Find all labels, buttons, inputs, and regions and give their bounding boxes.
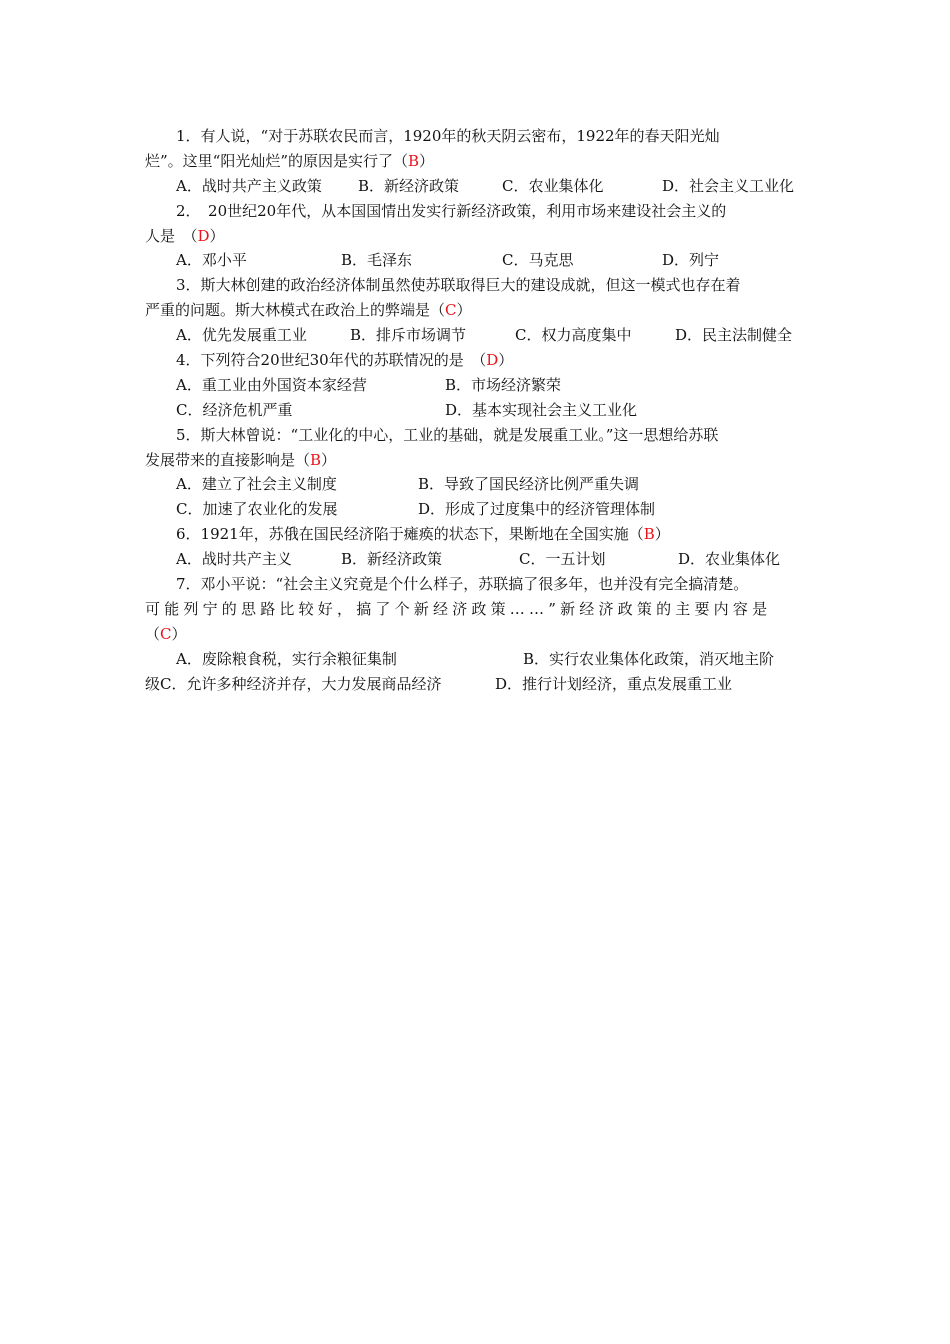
q4-option-c: C．经济危机严重 (176, 400, 293, 419)
q4-option-b: B．市场经济繁荣 (445, 375, 562, 394)
q3-option-b: B．排斥市场调节 (350, 326, 467, 345)
q4-stem-text: 4．下列符合20世纪30年代的苏联情况的是 （ (176, 351, 487, 370)
q4-stem-end: ） (498, 351, 514, 370)
q7-options-row-1 (145, 647, 810, 672)
q3-answer: C (445, 301, 457, 320)
q7-stem-end: ） (171, 624, 187, 643)
q4-options-row-1 (145, 373, 810, 398)
q6-option-c: C．一五计划 (519, 550, 606, 569)
q5-stem-text: 发展带来的直接影响是（ (145, 450, 311, 469)
q7-stem-line-3 (145, 622, 810, 647)
q7-option-a: A．废除粮食税，实行余粮征集制 (176, 649, 397, 668)
q3-stem-line-2 (145, 298, 810, 323)
q1-option-d: D．社会主义工业化 (662, 176, 795, 195)
q1-option-c: C．农业集体化 (502, 176, 604, 195)
q2-options (145, 248, 810, 273)
q2-stem-end: ） (209, 226, 225, 245)
q3-stem-line-1: 3．斯大林创建的政治经济体制虽然使苏联取得巨大的建设成就，但这一模式也存在着 (176, 276, 741, 295)
q1-answer: B (408, 151, 420, 170)
q6-stem-line-1 (145, 522, 810, 547)
q6-stem-text: 6．1921年，苏俄在国民经济陷于瘫痪的状态下，果断地在全国实施（ (176, 525, 644, 544)
q5-option-b: B．导致了国民经济比例严重失调 (418, 475, 640, 494)
q1-stem-line-2 (145, 149, 810, 174)
q5-option-c: C．加速了农业化的发展 (176, 500, 338, 519)
q3-stem-end: ） (456, 301, 472, 320)
q3-options (145, 323, 810, 348)
q5-answer: B (310, 450, 322, 469)
q6-option-d: D．农业集体化 (678, 550, 781, 569)
q2-stem-line-2 (145, 224, 810, 249)
q6-answer: B (643, 525, 655, 544)
q1-option-b: B．新经济政策 (358, 176, 460, 195)
q6-option-a: A．战时共产主义 (176, 550, 292, 569)
q2-stem-text: 人是 （ (145, 226, 198, 245)
q4-answer: D (486, 351, 499, 370)
q5-stem-end: ） (321, 450, 337, 469)
q6-options (145, 547, 810, 572)
q2-option-c: C．马克思 (502, 251, 574, 270)
q4-option-d: D．基本实现社会主义工业化 (445, 400, 638, 419)
q4-option-a: A．重工业由外国资本家经营 (176, 375, 367, 394)
q2-option-a: A．邓小平 (176, 251, 247, 270)
q5-options-row-2 (145, 497, 810, 522)
q7-option-c: 级C．允许多种经济并存，大力发展商品经济 (145, 674, 442, 693)
q2-answer: D (197, 226, 210, 245)
q7-stem-line-1: 7．邓小平说：“社会主义究竟是个什么样子，苏联搞了很多年，也并没有完全搞清楚。 (176, 575, 749, 594)
question-list (145, 124, 810, 696)
q5-stem-line-1: 5．斯大林曾说：“工业化的中心，工业的基础，就是发展重工业。”这一思想给苏联 (176, 425, 719, 444)
q2-stem-line-1: 2． 20世纪20年代，从本国国情出发实行新经济政策，利用市场来建设社会主义的 (176, 201, 727, 220)
q7-options-row-2 (145, 672, 810, 697)
q3-option-d: D．民主法制健全 (675, 326, 793, 345)
q1-option-a: A．战时共产主义政策 (176, 176, 322, 195)
q7-stem-text: （ (145, 624, 161, 643)
q1-options (145, 174, 810, 199)
q3-stem-text: 严重的问题。斯大林模式在政治上的弊端是（ (145, 301, 446, 320)
q2-option-d: D．列宁 (662, 251, 720, 270)
q1-stem-line-1: 1．有人说，“对于苏联农民而言，1920年的秋天阴云密布，1922年的春天阳光灿 (176, 127, 720, 145)
q5-option-d: D．形成了过度集中的经济管理体制 (418, 500, 656, 519)
q7-option-b: B．实行农业集体化政策，消灭地主阶 (523, 649, 775, 668)
q3-option-c: C．权力高度集中 (515, 326, 632, 345)
q2-option-b: B．毛泽东 (341, 251, 413, 270)
q6-stem-end: ） (654, 525, 670, 544)
q7-stem-line-2: 可能列宁的思路比较好，搞了个新经济政策……”新经济政策的主要内容是 (145, 599, 772, 618)
q7-option-d: D．推行计划经济，重点发展重工业 (495, 674, 733, 693)
q7-answer: C (160, 624, 172, 643)
q6-option-b: B．新经济政策 (341, 550, 443, 569)
q5-stem-line-2 (145, 448, 810, 473)
q5-options-row-1 (145, 472, 810, 497)
q3-option-a: A．优先发展重工业 (176, 326, 307, 345)
q5-option-a: A．建立了社会主义制度 (176, 475, 337, 494)
q1-stem-end: ） (419, 151, 435, 170)
q4-stem-line-1 (145, 348, 810, 373)
q4-options-row-2 (145, 398, 810, 423)
q1-stem-text: 烂”。这里“阳光灿烂”的原因是实行了（ (145, 151, 409, 170)
